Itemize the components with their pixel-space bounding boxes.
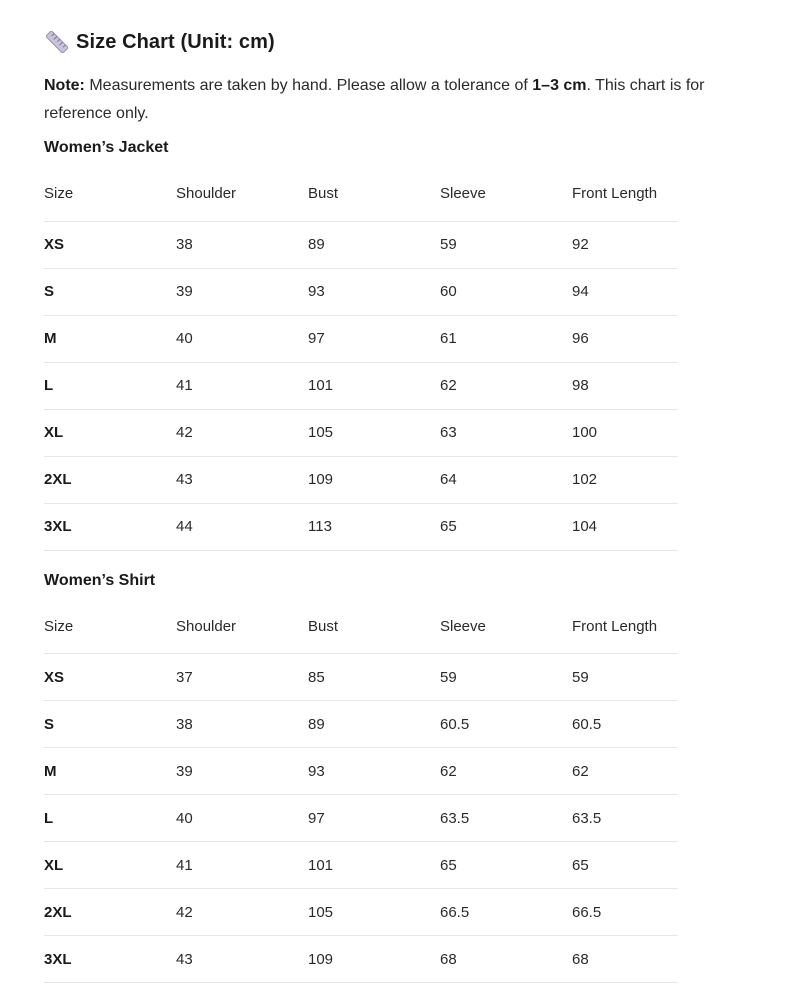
measurement-cell: 66.5 [572,889,678,936]
size-cell: S [44,701,176,748]
measurement-cell: 65 [440,503,572,550]
measurement-cell: 37 [176,654,308,701]
table-row [44,748,678,795]
table-row [44,503,678,550]
measurement-cell: 39 [176,268,308,315]
size-cell: XL [44,842,176,889]
measurement-cell: 68 [572,936,678,983]
measurement-cell: 40 [176,315,308,362]
measurement-cell: 89 [308,701,440,748]
table-row [44,701,678,748]
size-cell: 3XL [44,503,176,550]
note-tolerance: 1–3 cm [532,77,587,94]
table-header-row [44,614,678,654]
jacket-size-table [44,181,678,551]
column-header: Sleeve [440,181,572,221]
shirt-table-body [44,654,678,983]
column-header: Shoulder [176,181,308,221]
measurement-cell: 38 [176,701,308,748]
measurement-cell: 43 [176,936,308,983]
measurement-cell: 101 [308,842,440,889]
measurement-cell: 62 [440,362,572,409]
measurement-cell: 42 [176,409,308,456]
note-paragraph [44,72,764,128]
size-cell: M [44,748,176,795]
measurement-cell: 63.5 [440,795,572,842]
shirt-section-title: Women’s Shirt [44,571,156,589]
size-cell: XS [44,654,176,701]
column-header: Sleeve [440,614,572,654]
table-row [44,936,678,983]
measurement-cell: 113 [308,503,440,550]
measurement-cell: 65 [572,842,678,889]
size-cell: L [44,795,176,842]
measurement-cell: 60 [440,268,572,315]
measurement-cell: 109 [308,936,440,983]
size-cell: XL [44,409,176,456]
size-cell: M [44,315,176,362]
size-cell: 2XL [44,889,176,936]
size-cell: L [44,362,176,409]
column-header: Size [44,614,176,654]
table-row [44,221,678,268]
measurement-cell: 43 [176,456,308,503]
size-cell: 3XL [44,936,176,983]
measurement-cell: 63 [440,409,572,456]
ruler-icon [46,31,68,53]
note-text-after: . This chart is for reference only. [44,77,705,122]
measurement-cell: 59 [572,654,678,701]
measurement-cell: 102 [572,456,678,503]
shirt-size-table [44,614,678,984]
table-row [44,795,678,842]
measurement-cell: 60.5 [572,701,678,748]
table-row [44,456,678,503]
measurement-cell: 109 [308,456,440,503]
measurement-cell: 41 [176,362,308,409]
measurement-cell: 63.5 [572,795,678,842]
note-label: Note: [44,77,85,94]
measurement-cell: 62 [572,748,678,795]
measurement-cell: 66.5 [440,889,572,936]
column-header: Shoulder [176,614,308,654]
column-header: Bust [308,181,440,221]
page-title: Size Chart (Unit: cm) [76,30,275,53]
measurement-cell: 100 [572,409,678,456]
measurement-cell: 39 [176,748,308,795]
size-cell: 2XL [44,456,176,503]
column-header: Size [44,181,176,221]
table-row [44,889,678,936]
measurement-cell: 94 [572,268,678,315]
measurement-cell: 61 [440,315,572,362]
note-text-before: Measurements are taken by hand. Please allow a tolerance of [84,77,533,94]
measurement-cell: 101 [308,362,440,409]
size-cell: XS [44,221,176,268]
measurement-cell: 92 [572,221,678,268]
table-row [44,409,678,456]
measurement-cell: 68 [440,936,572,983]
measurement-cell: 97 [308,315,440,362]
table-row [44,842,678,889]
measurement-cell: 105 [308,889,440,936]
table-header-row [44,181,678,221]
table-row [44,362,678,409]
measurement-cell: 89 [308,221,440,268]
measurement-cell: 97 [308,795,440,842]
measurement-cell: 64 [440,456,572,503]
measurement-cell: 93 [308,748,440,795]
column-header: Bust [308,614,440,654]
measurement-cell: 41 [176,842,308,889]
table-row [44,268,678,315]
measurement-cell: 96 [572,315,678,362]
measurement-cell: 59 [440,221,572,268]
measurement-cell: 62 [440,748,572,795]
measurement-cell: 60.5 [440,701,572,748]
measurement-cell: 65 [440,842,572,889]
measurement-cell: 59 [440,654,572,701]
measurement-cell: 38 [176,221,308,268]
table-row [44,315,678,362]
measurement-cell: 40 [176,795,308,842]
jacket-table-body [44,221,678,550]
measurement-cell: 93 [308,268,440,315]
measurement-cell: 105 [308,409,440,456]
measurement-cell: 85 [308,654,440,701]
column-header: Front Length [572,181,678,221]
table-row [44,654,678,701]
jacket-section-title: Women’s Jacket [44,139,169,156]
measurement-cell: 98 [572,362,678,409]
measurement-cell: 104 [572,503,678,550]
measurement-cell: 44 [176,503,308,550]
size-cell: S [44,268,176,315]
column-header: Front Length [572,614,678,654]
title-row [46,28,785,56]
measurement-cell: 42 [176,889,308,936]
